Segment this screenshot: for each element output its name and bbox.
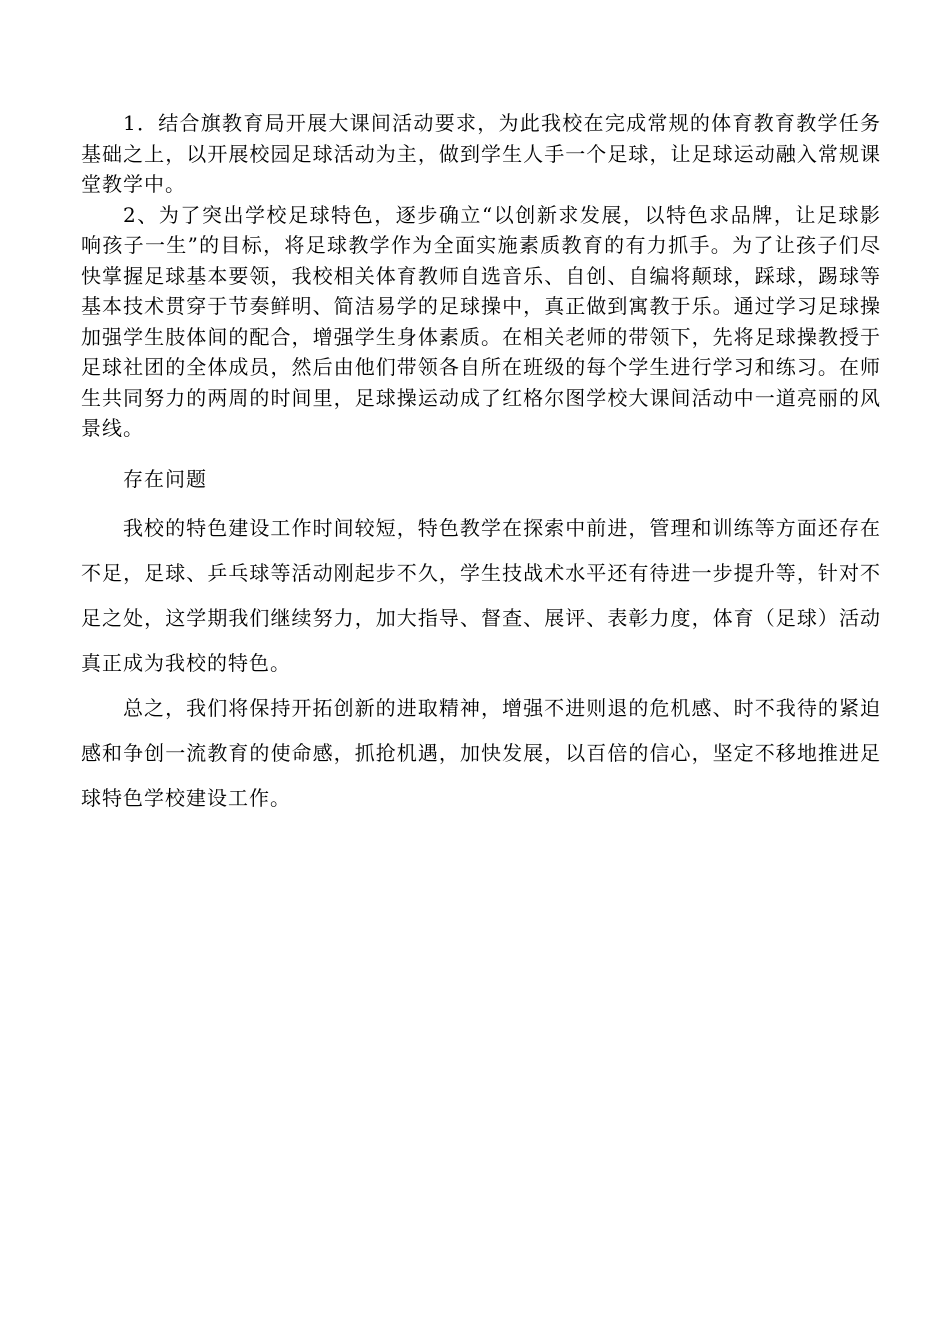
section-heading: 存在问题 xyxy=(123,466,207,491)
paragraph-4: 总之，我们将保持开拓创新的进取精神，增强不进则退的危机感、时不我待的紧迫感和争创一流教育的使命感，抓抢机遇，加快发展，以百倍的信心，坚定不移地推进足球特色学校建设工作。 xyxy=(81,695,881,810)
paragraph-2: 2、为了突出学校足球特色，逐步确立“以创新求发展，以特色求品牌，让足球影响孩子一生”的目标，将足球教学作为全面实施素质教育的有力抓手。为了让孩子们尽快掌握足球基本要领，我校相关体育教师自选音乐、自创、自编将颠球，踩球，踢球等基本技术贯穿于节奏鲜明、简洁易学的足球操中，真正做到寓教于乐。通过学习足球操加强学生肢体间的配合，增强学生身体素质。在相关老师的带领下，先将足球操教授于足球社团的全体成员，然后由他们带领各自所在班级的每个学生进行学习和练习。在师生共同努力的两周的时间里，足球操运动成了红格尔图学校大课间活动中一道亮丽的风景线。 xyxy=(81,202,881,440)
paragraph-1: 1．结合旗教育局开展大课间活动要求，为此我校在完成常规的体育教育教学任务基础之上，以开展校园足球活动为主，做到学生人手一个足球，让足球运动融入常规课堂教学中。 xyxy=(81,111,881,196)
paragraph-3: 我校的特色建设工作时间较短，特色教学在探索中前进，管理和训练等方面还存在不足，足球、乒乓球等活动刚起步不久，学生技战术水平还有待进一步提升等，针对不足之处，这学期我们继续努力，加大指导、督查、展评、表彰力度，体育（足球）活动真正成为我校的特色。 xyxy=(81,515,881,675)
document-body xyxy=(81,108,881,821)
